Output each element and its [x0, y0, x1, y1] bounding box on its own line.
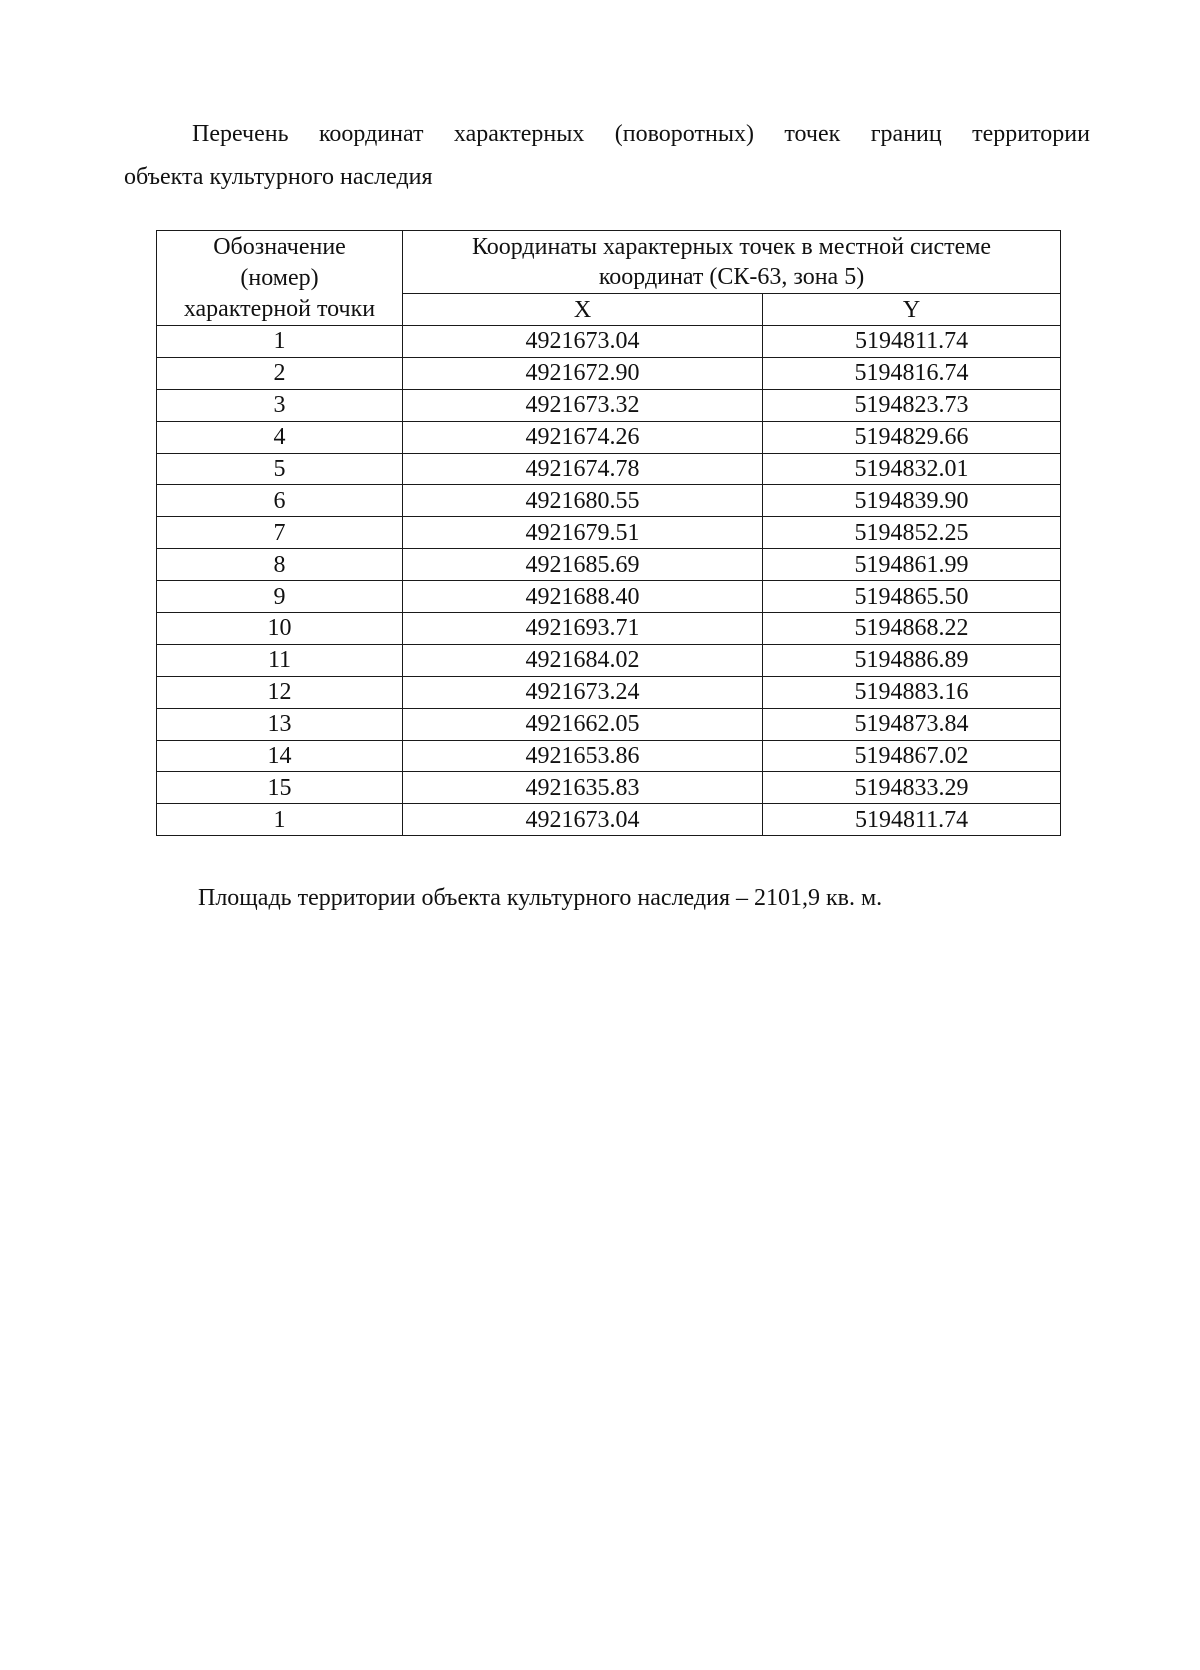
- point-number-cell: 4: [157, 421, 403, 453]
- x-coordinate-cell: 4921673.24: [403, 676, 763, 708]
- area-statement: Площадь территории объекта культурного наследия – 2101,9 кв. м.: [198, 885, 883, 911]
- y-coordinate-cell: 5194811.74: [763, 804, 1061, 836]
- table-row: [157, 676, 1061, 708]
- point-header-line-2: (номер): [240, 264, 319, 291]
- x-coordinate-cell: 4921680.55: [403, 485, 763, 517]
- coordinates-table-body: [157, 326, 1061, 836]
- point-number-cell: 14: [157, 740, 403, 772]
- y-coordinate-cell: 5194861.99: [763, 549, 1061, 581]
- point-number-cell: 11: [157, 644, 403, 676]
- y-coordinate-cell: 5194816.74: [763, 357, 1061, 389]
- heading-line-2: объекта культурного наследия: [124, 164, 433, 190]
- table-row: [157, 708, 1061, 740]
- point-number-cell: 9: [157, 581, 403, 613]
- y-header: Y: [763, 294, 1061, 326]
- table-row: [157, 326, 1061, 358]
- table-row: [157, 581, 1061, 613]
- point-number-header: [157, 231, 403, 326]
- y-coordinate-cell: 5194852.25: [763, 517, 1061, 549]
- point-number-cell: 7: [157, 517, 403, 549]
- x-coordinate-cell: 4921674.78: [403, 453, 763, 485]
- table-row: [157, 421, 1061, 453]
- y-coordinate-cell: 5194867.02: [763, 740, 1061, 772]
- y-coordinate-cell: 5194868.22: [763, 613, 1061, 645]
- point-number-cell: 1: [157, 326, 403, 358]
- x-coordinate-cell: 4921693.71: [403, 613, 763, 645]
- table-row: [157, 485, 1061, 517]
- x-coordinate-cell: 4921673.32: [403, 389, 763, 421]
- point-number-cell: 6: [157, 485, 403, 517]
- point-number-cell: 15: [157, 772, 403, 804]
- page-heading: [124, 113, 1090, 199]
- point-number-cell: 10: [157, 613, 403, 645]
- x-coordinate-cell: 4921673.04: [403, 326, 763, 358]
- y-coordinate-cell: 5194865.50: [763, 581, 1061, 613]
- point-number-cell: 2: [157, 357, 403, 389]
- x-coordinate-cell: 4921685.69: [403, 549, 763, 581]
- point-number-cell: 3: [157, 389, 403, 421]
- heading-line-1: Перечень координат характерных (поворотных) точек границ территории: [192, 121, 1090, 147]
- x-coordinate-cell: 4921635.83: [403, 772, 763, 804]
- point-header-line-3: характерной точки: [183, 295, 376, 322]
- y-coordinate-cell: 5194811.74: [763, 326, 1061, 358]
- y-coordinate-cell: 5194832.01: [763, 453, 1061, 485]
- table-row: [157, 772, 1061, 804]
- table-row: [157, 549, 1061, 581]
- table-row: [157, 389, 1061, 421]
- point-header-line-1: Обозначение: [213, 233, 346, 260]
- y-coordinate-cell: 5194839.90: [763, 485, 1061, 517]
- table-row: [157, 517, 1061, 549]
- coordinates-table: [156, 230, 1061, 836]
- x-coordinate-cell: 4921679.51: [403, 517, 763, 549]
- x-coordinate-cell: 4921673.04: [403, 804, 763, 836]
- point-number-cell: 1: [157, 804, 403, 836]
- coords-header-line-1: Координаты характерных точек в местной системе: [471, 234, 992, 260]
- table-row: [157, 644, 1061, 676]
- table-row: [157, 453, 1061, 485]
- table-row: [157, 740, 1061, 772]
- x-coordinate-cell: 4921688.40: [403, 581, 763, 613]
- point-number-cell: 8: [157, 549, 403, 581]
- table-row: [157, 613, 1061, 645]
- x-coordinate-cell: 4921674.26: [403, 421, 763, 453]
- table-row: [157, 804, 1061, 836]
- y-coordinate-cell: 5194823.73: [763, 389, 1061, 421]
- x-coordinate-cell: 4921684.02: [403, 644, 763, 676]
- point-number-cell: 13: [157, 708, 403, 740]
- table-row: [157, 357, 1061, 389]
- y-coordinate-cell: 5194833.29: [763, 772, 1061, 804]
- x-coordinate-cell: 4921653.86: [403, 740, 763, 772]
- coordinates-header: [403, 231, 1061, 294]
- x-coordinate-cell: 4921662.05: [403, 708, 763, 740]
- coords-header-line-2: координат (СК-63, зона 5): [598, 264, 865, 290]
- x-coordinate-cell: 4921672.90: [403, 357, 763, 389]
- y-coordinate-cell: 5194829.66: [763, 421, 1061, 453]
- y-coordinate-cell: 5194873.84: [763, 708, 1061, 740]
- point-number-cell: 5: [157, 453, 403, 485]
- point-number-cell: 12: [157, 676, 403, 708]
- y-coordinate-cell: 5194883.16: [763, 676, 1061, 708]
- y-coordinate-cell: 5194886.89: [763, 644, 1061, 676]
- x-header: X: [403, 294, 763, 326]
